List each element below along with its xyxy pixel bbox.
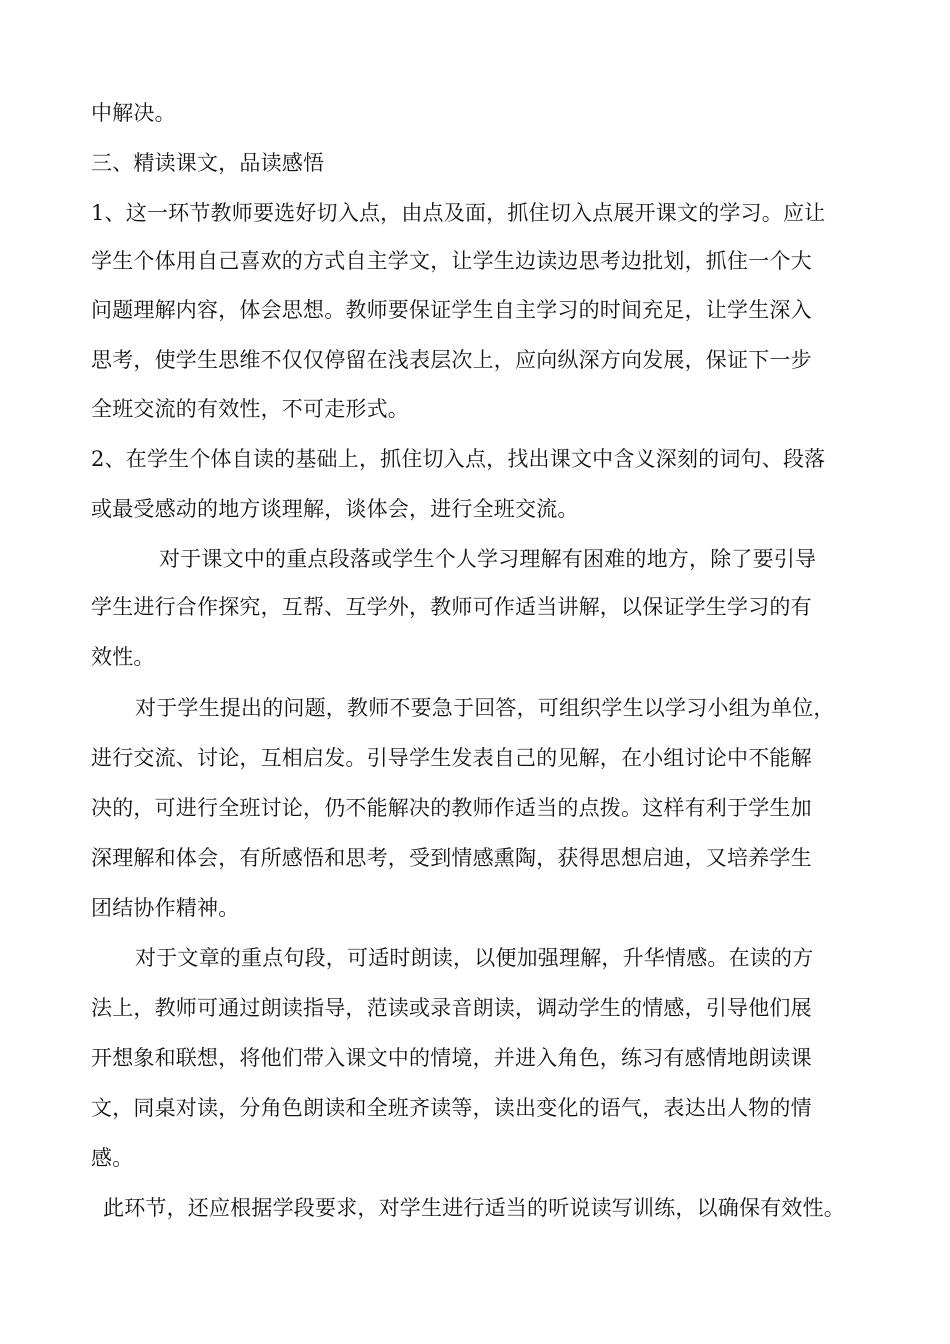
paragraph-start: 对于文章的重点句段，可适时朗读，以便加强理解，升华情感。在读的方 xyxy=(135,946,814,970)
text-line: 或最受感动的地方谈理解，谈体会，进行全班交流。 xyxy=(91,497,579,521)
text-line: 文，同桌对读，分角色朗读和全班齐读等，读出变化的语气，表达出人物的情 xyxy=(91,1096,812,1120)
text-line: 思考，使学生思维不仅仅停留在浅表层次上，应向纵深方向发展，保证下一步 xyxy=(91,348,812,372)
text-line: 问题理解内容，体会思想。教师要保证学生自主学习的时间充足，让学生深入 xyxy=(91,298,812,322)
text-line: 1、这一环节教师要选好切入点，由点及面，抓住切入点展开课文的学习。应让 xyxy=(91,201,826,225)
text-line: 中解决。 xyxy=(91,101,176,125)
text-line: 2、在学生个体自读的基础上，抓住切入点，找出课文中含义深刻的词句、段落 xyxy=(91,447,826,471)
text-line: 全班交流的有效性，不可走形式。 xyxy=(91,397,409,421)
text-line: 感。 xyxy=(91,1146,134,1170)
paragraph-start: 对于学生提出的问题，教师不要急于回答，可组织学生以学习小组为单位， xyxy=(135,696,835,720)
text-line: 进行交流、讨论，互相启发。引导学生发表自己的见解，在小组讨论中不能解 xyxy=(91,746,812,770)
text-line: 团结协作精神。 xyxy=(91,896,240,920)
text-line: 开想象和联想，将他们带入课文中的情境，并进入角色，练习有感情地朗读课 xyxy=(91,1046,812,1070)
paragraph-start: 对于课文中的重点段落或学生个人学习理解有困难的地方，除了要引导 xyxy=(159,547,817,571)
text-line: 深理解和体会，有所感悟和思考，受到情感熏陶，获得思想启迪，又培养学生 xyxy=(91,846,812,870)
text-line: 学生进行合作探究，互帮、互学外，教师可作适当讲解，以保证学生学习的有 xyxy=(91,595,812,619)
text-line: 效性。 xyxy=(91,645,155,669)
text-line: 决的，可进行全班讨论，仍不能解决的教师作适当的点拨。这样有利于学生加 xyxy=(91,796,812,820)
section-heading: 三、精读课文，品读感悟 xyxy=(91,151,325,175)
text-line: 学生个体用自己喜欢的方式自主学文，让学生边读边思考边批划，抓住一个大 xyxy=(91,249,812,273)
closing-line: 此环节，还应根据学段要求，对学生进行适当的听说读写训练，以确保有效性。 xyxy=(103,1196,845,1220)
text-line: 法上，教师可通过朗读指导，范读或录音朗读，调动学生的情感，引导他们展 xyxy=(91,996,812,1020)
